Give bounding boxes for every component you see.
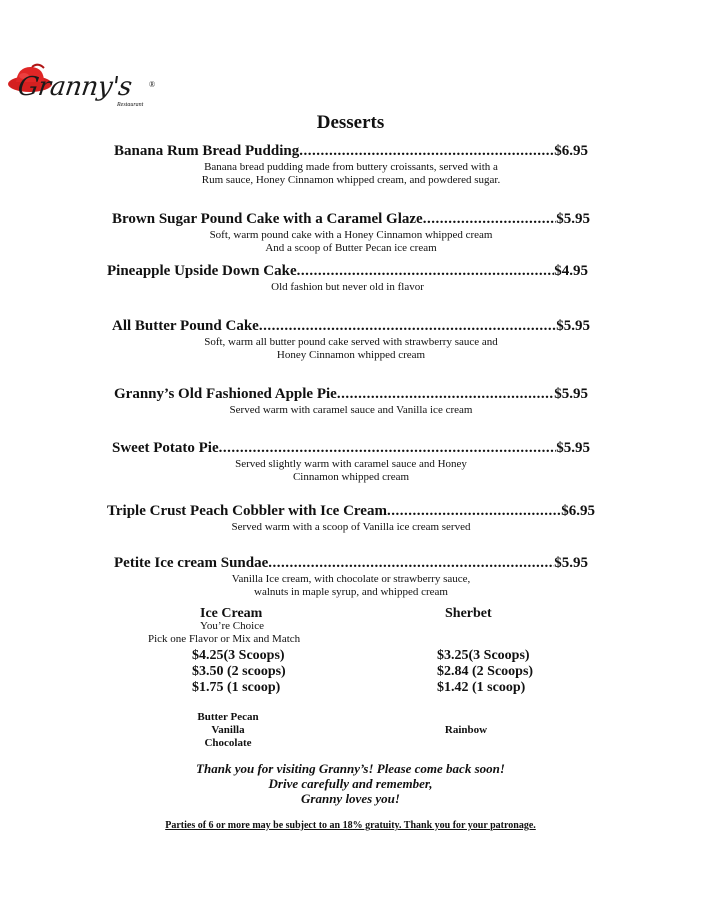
item-name: Triple Crust Peach Cobbler with Ice Cream [107, 503, 387, 519]
item-desc: Rum sauce, Honey Cinnamon whipped cream, and powdered sugar. [201, 174, 501, 186]
sherbet-price: $2.84 (2 Scoops) [437, 664, 534, 679]
ice-cream-flavors [178, 711, 278, 750]
sherbet-section [437, 607, 597, 696]
item-desc: Soft, warm all butter pound cake served with strawberry sauce and [204, 336, 498, 348]
ice-cream-section [148, 607, 328, 696]
thanks-line: Granny loves you! [301, 791, 400, 806]
item-desc: And a scoop of Butter Pecan ice cream [265, 242, 437, 254]
logo-wordmark: Granny's [15, 72, 134, 102]
page-title: Desserts [316, 112, 385, 133]
item-price: $5.95 [556, 318, 590, 334]
item-price: $5.95 [556, 440, 590, 456]
item-name: Granny’s Old Fashioned Apple Pie [114, 386, 337, 402]
gratuity-notice: Parties of 6 or more may be subject to an 18% gratuity. Thank you for your patronage. [165, 820, 536, 831]
item-desc: Old fashion but never old in flavor [271, 281, 424, 293]
sherbet-flavors [416, 724, 516, 737]
item-desc: Served slightly warm with caramel sauce and Honey [235, 458, 467, 470]
item-desc: walnuts in maple syrup, and whipped cream [254, 586, 448, 598]
menu-item [112, 211, 590, 255]
thank-you-message [0, 761, 701, 806]
ice-cream-note: Pick one Flavor or Mix and Match [148, 633, 301, 645]
sherbet-price: $1.42 (1 scoop) [437, 680, 526, 695]
restaurant-logo [4, 62, 164, 114]
item-name: Pineapple Upside Down Cake [107, 263, 297, 279]
item-name: Sweet Potato Pie [112, 440, 219, 456]
thanks-line: Thank you for visiting Granny’s! Please come back soon! [196, 761, 505, 776]
item-desc: Cinnamon whipped cream [292, 471, 410, 483]
item-price: $5.95 [554, 555, 588, 571]
item-desc: Honey Cinnamon whipped cream [276, 349, 426, 361]
menu-item [114, 386, 588, 417]
flavor: Butter Pecan [197, 711, 259, 723]
menu-item [112, 440, 590, 484]
registered-mark: ® [149, 80, 156, 89]
flavor: Rainbow [444, 724, 488, 736]
ice-cream-heading: Ice Cream [200, 606, 263, 621]
ice-cream-price: $4.25(3 Scoops) [192, 648, 285, 663]
menu-item [114, 555, 588, 599]
menu-item [107, 263, 588, 294]
logo-subtitle: Restaurant [117, 102, 144, 108]
menu-item [107, 503, 595, 534]
ice-cream-price: $1.75 (1 scoop) [192, 680, 281, 695]
thanks-line: Drive carefully and remember, [268, 776, 433, 791]
item-name: Brown Sugar Pound Cake with a Caramel Glaze [112, 211, 423, 227]
ice-cream-note: You’re Choice [200, 620, 264, 632]
flavor: Vanilla [211, 724, 245, 736]
item-price: $4.95 [554, 263, 588, 279]
item-desc: Served warm with caramel sauce and Vanilla ice cream [229, 404, 473, 416]
item-name: All Butter Pound Cake [112, 318, 259, 334]
ice-cream-price: $3.50 (2 scoops) [192, 664, 286, 679]
item-price: $5.95 [554, 386, 588, 402]
item-desc: Banana bread pudding made from buttery croissants, served with a [204, 161, 498, 173]
sherbet-heading: Sherbet [445, 606, 492, 621]
item-desc: Vanilla Ice cream, with chocolate or strawberry sauce, [231, 573, 471, 585]
flavor: Chocolate [204, 737, 252, 749]
sherbet-price: $3.25(3 Scoops) [437, 648, 530, 663]
item-name: Petite Ice cream Sundae [114, 555, 269, 571]
item-name: Banana Rum Bread Pudding [114, 143, 300, 159]
menu-item [112, 318, 590, 362]
item-desc: Served warm with a scoop of Vanilla ice cream served [231, 521, 471, 533]
menu-item [114, 143, 588, 187]
item-price: $6.95 [554, 143, 588, 159]
item-price: $6.95 [561, 503, 595, 519]
item-price: $5.95 [556, 211, 590, 227]
item-desc: Soft, warm pound cake with a Honey Cinnamon whipped cream [209, 229, 493, 241]
